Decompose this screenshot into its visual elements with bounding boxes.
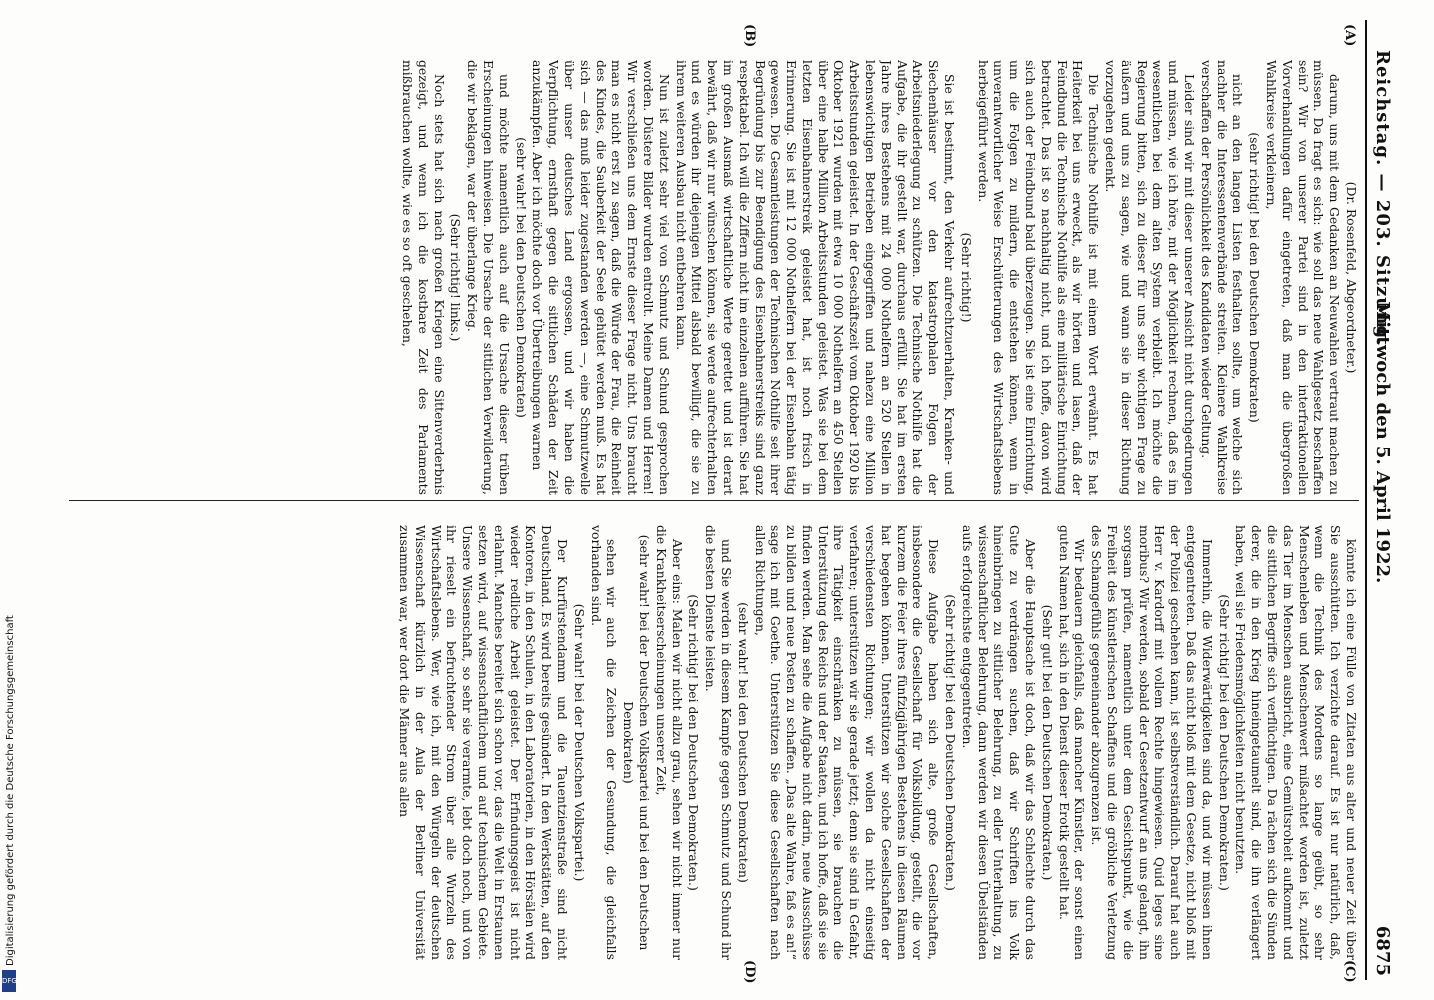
paragraph: Noch stets hat sich nach großen Kriegen eine Sittenverderbnis gezeigt, und wenn ich die kostbare Zeit des Parlaments mißbrauchen wollte, wie es so oft geschehen,	[399, 60, 447, 495]
paragraph: Wir bedauern gleichfalls, daß mancher Künstler, der sonst einen guten Namen hat, sich in den Dienst dieser Erotik gestellt hat.	[1056, 525, 1088, 960]
paragraph: und möchte namentlich auch auf die Ursache dieser trüben Erscheinungen hinweisen. Die Ursache der sittlichen Verwilderung, die wir beklagen, war der überlange Krieg.	[465, 60, 512, 495]
paragraph: (sehr richtig! bei den Deutschen Demokraten)	[1247, 132, 1263, 423]
paragraph: Sie ist bestimmt, den Verkehr aufrechtzuerhalten, Kranken- und Siechenhäuser vor den katastrophalen Folgen der Arbeitsniederlegung zu schützen. Die Technische Nothilfe hat die Aufgabe, die ihr gestellt war, durchaus erfüllt. Sie hat im ersten Jahre ihres Bestehens mit 24 000 Nothelfern an 520 Stellen in lebenswichtigen Betrieben eingegriffen und nahezu eine Million Arbeitsstunden geleistet. In der Geschäftszeit vom Oktober 1920 bis Oktober 1921 wurden mit etwa 10 000 Nothelfern an 450 Stellen über eine halbe Million Arbeitsstunden geleistet. Was sie bei dem letzten Eisenbahnerstreik geleistet hat, ist noch frisch in Erinnerung. Sie ist mit 12 000 Nothelfern bei der Eisenbahn tätig gewesen. Die Gesamtleistungen der Technischen Nothilfe seit ihrer Begründung bis zur Beendigung des Eisenbahnerstreiks sind ganz respektabel. Ich will die Ziffern nicht im einzelnen aufführen. Sie hat im großen Ausmaß wirtschaftliche Werte gerettet und ist derart bewährt, daß wir nur wünschen können, sie werde aufrechterhalten und es würden ihr diejenigen Mittel alsbald bewilligt, die sie zu ihrem weiteren Ausbau nicht entbehren kann.	[673, 60, 958, 495]
paragraph: (sehr wahr! bei der Deutschen Volkspartei und bei den Deutschen Demokraten)	[621, 534, 652, 951]
paragraph: (Sehr richtig! bei den Deutschen Demokraten.)	[943, 594, 959, 891]
paragraph: (sehr wahr! bei den Deutschen Demokraten)	[735, 602, 751, 883]
paragraph: Aber die Hauptsache ist doch, daß wir das Schlechte durch das Gute zu verdrängen suchen, daß wir Schriften ins Volk hineinbringen zu sittlicher Belehrung, zu edler Unterhaltung, zu wissenschaftlicher Belehrung, dann werden wir diesen Übelständen aufs erfolgreichste entgegentreten.	[959, 525, 1039, 960]
rotated-newspaper-page	[57, 20, 1397, 984]
paragraph: (sehr wahr! bei den Deutschen Demokraten)	[513, 137, 529, 418]
paragraph: könnte ich eine Fülle von Zitaten aus alter und neuer Zeit über Sie ausschütten. Ich verzichte darauf. Es ist nur natürlich, daß, wenn die Technik des Mordens so lange geübt, so sehr Menschenleben und Menschenwert mißachtet worden ist, zuletzt das Tier im Menschen ausbricht, eine Gemütsroheit aufkommt und die sittlichen Begriffe sich verflüchtigen. Da rächen sich die Sünden derer, die in den Krieg hineingetaumelt sind, die ihn verlängert haben, weil sie Friedensmöglichkeiten nicht benutzten.	[1233, 525, 1359, 960]
paragraph: (Sehr gut! bei den Deutschen Demokraten.)	[1039, 604, 1055, 881]
margin-mark-a: (A)	[1342, 24, 1357, 47]
paragraph: (Sehr richtig! bei den Deutschen Demokraten.)	[686, 594, 702, 891]
margin-mark-d: (D)	[742, 960, 757, 984]
paragraph: (Sehr richtig! bei den Deutschen Demokraten.)	[1216, 594, 1232, 891]
dfg-logo: DFG	[2, 970, 16, 992]
paragraph: (Sehr richtig! links.)	[448, 213, 464, 342]
paragraph: Die Technische Nothilfe ist mit einem Wort erwähnt. Es hat Heiterkeit bei uns erweckt, als wir hörten und lasen, daß der Feindbund die Technische Nothilfe als eine militärische Einrichtung betrachtet. Das ist so nachhaltig nicht, und ich hoffe, davon wird sich auch der Feindbund bald überzeugen. Sie ist eine Einrichtung, um die Folgen zu mildern, die entstehen können, wenn in unverantwortlicher Weise Erschütterungen des Wirtschaftslebens herbeigeführt werden.	[975, 60, 1102, 495]
paragraph: Diese Aufgabe haben sich alte, große Gesellschaften, insbesondere die Gesellschaft für Volksbildung, gestellt, die vor kurzem die Feier ihres fünfzigjährigen Bestehens in diesen Räumen hat begehen können. Unterstützen wir solche Gesellschaften der verschiedensten Richtungen; wir wollen da nicht einseitig verfahren; unterstützen wir sie gerade jetzt; denn sie sind in Gefahr, ihre Tätigkeit einschränken zu müssen, sie brauchen die Unterstützung des Reichs und der Staaten, und ich hoffe, daß sie sie finden werden. Man sehe die Aufgabe nicht darin, neue Ausschüsse zu bilden und neue Posten zu schaffen. „Das alte Wahre, faß es an!“ sage ich mit Goethe. Unterstützen Sie diese Gesellschaften nach allen Richtungen,	[752, 525, 942, 960]
header-date-and-page	[1372, 301, 1393, 976]
paragraph: sehen wir auch die Zeichen der Gesundung, die gleichfalls vorhanden sind.	[588, 525, 620, 960]
paragraph: (Sehr wahr! bei der Deutschen Volkspartei.)	[571, 603, 587, 882]
paragraph: darum, uns mit dem Gedanken an Neuwahlen vertraut machen zu müssen. Da fragt es sich: wie soll das neue Wahlgesetz beschaffen sein? Wir von unserer Partei sind in den interfraktionellen Vorverhandlungen dafür eingetreten, daß man die übergroßen Wahlkreise verkleinern,	[1264, 60, 1343, 495]
right-text-column	[69, 525, 1359, 960]
margin-mark-c: (C)	[1342, 960, 1357, 983]
paragraph: (Dr. Rosenfeld, Abgeordneter.)	[1344, 181, 1359, 374]
left-text-column	[69, 60, 1359, 495]
page-header	[1365, 20, 1397, 980]
paragraph: Leider sind wir mit dieser unserer Ansicht nicht durchgedrungen und müssen, wie ich höre, mit der Möglichkeit rechnen, daß es im wesentlichen bei dem alten System verbleibt. Ich möchte die Regierung bitten, sich zu dieser für uns sehr wichtigen Frage zu äußern und uns zu sagen, wie und wann sie in dieser Richtung vorzugehen gedenkt.	[1103, 60, 1198, 495]
digitization-credit-text: Digitalisierung gefördert durch die Deutsche Forschungsgemeinschaft	[5, 615, 16, 966]
digitization-credit	[2, 588, 18, 988]
paragraph: Immerhin, die Widerwärtigkeiten sind da, und wir müssen ihnen entgegentreten. Daß das nicht bloß mit dem Gesetze, nicht bloß mit der Polizei geschehen kann, ist selbstverständlich. Darauf hat auch Herr v. Kardorff mit vollem Rechte hingewiesen. Quid leges sine moribus? Wir werden, sobald der Gesetzentwurf an uns gelangt, ihn sorgsam prüfen, namentlich unter dem Gesichtspunkt, wie die Freiheit des künstlerischen Schaffens und die gröbliche Verletzung des Schamgefühls gegeneinander abzugrenzen ist.	[1089, 525, 1215, 960]
paragraph: nicht an den langen Listen festhalten sollte, um welche sich nachher die Interessentenverbände streiten. Kleinere Wahlkreise verschaffen der Persönlichkeit des Kandidaten wieder Geltung.	[1198, 60, 1246, 495]
column-divider	[69, 500, 1359, 501]
paragraph: Der Kurfürstendamm und die Tauentzienstraße sind nicht Deutschland. Es wird bereits gesündert. In den Werkstätten, auf den Kontoren, in den Schulen, in den Laboratorien, in den Hörsälen wird wieder redliche Arbeit geleistet. Der Erfindungsgeist ist nicht erlahmt. Manches bereitet sich schon vor, das die Welt in Erstaunen setzen wird, auf wissenschaftlichem und auf technischem Gebiete. Unsere Wissenschaft, so sehr sie verarmte, lebt doch noch, und von ihr rieselt ein befruchtender Strom über alle Wurzeln des Wirtschaftslebens. Wer, wie ich, mit den Würgeln der deutschen Wissenschaft kürzlich in der Aula der Berliner Universität zusammen war, wer dort die Männer aus allen	[396, 525, 570, 960]
paragraph: (Sehr richtig!)	[958, 232, 974, 323]
page-number: 6875	[1372, 925, 1393, 976]
paragraph: und Sie werden in diesem Kampfe gegen Schmutz und Schund ihr die besten Dienste leisten.	[703, 525, 734, 960]
paragraph: Nun ist zuletzt sehr viel von Schmutz und Schund gesprochen worden. Düstere Bilder wurden entrollt. Meine Damen und Herren! Wir verschließen uns dem Ernste dieser Frage nicht. Uns braucht man es nicht erst zu sagen, daß die Würde der Frau, die Reinheit des Kindes, die Sauberkeit der Seele gehütet werden muß. Es hat sich — das muß leider zugestanden werden —, eine Schmutzwelle über unser deutsches Land ergossen, und wir haben die Verpflichtung, ernsthaft gegen die sittlichen Schäden der Zeit anzukämpfen. Aber ich möchte doch vor Übertreibungen warnen	[530, 60, 672, 495]
paragraph: Aber eins: Malen wir nicht allzu grau, sehen wir nicht immer nur die Krankheitserscheinungen unserer Zeit,	[653, 525, 685, 960]
header-session-title: Reichstag. — 203. Sitzung.	[1372, 50, 1393, 347]
margin-mark-b: (B)	[742, 24, 757, 48]
header-date: Mittwoch den 5. April 1922.	[1372, 301, 1393, 584]
